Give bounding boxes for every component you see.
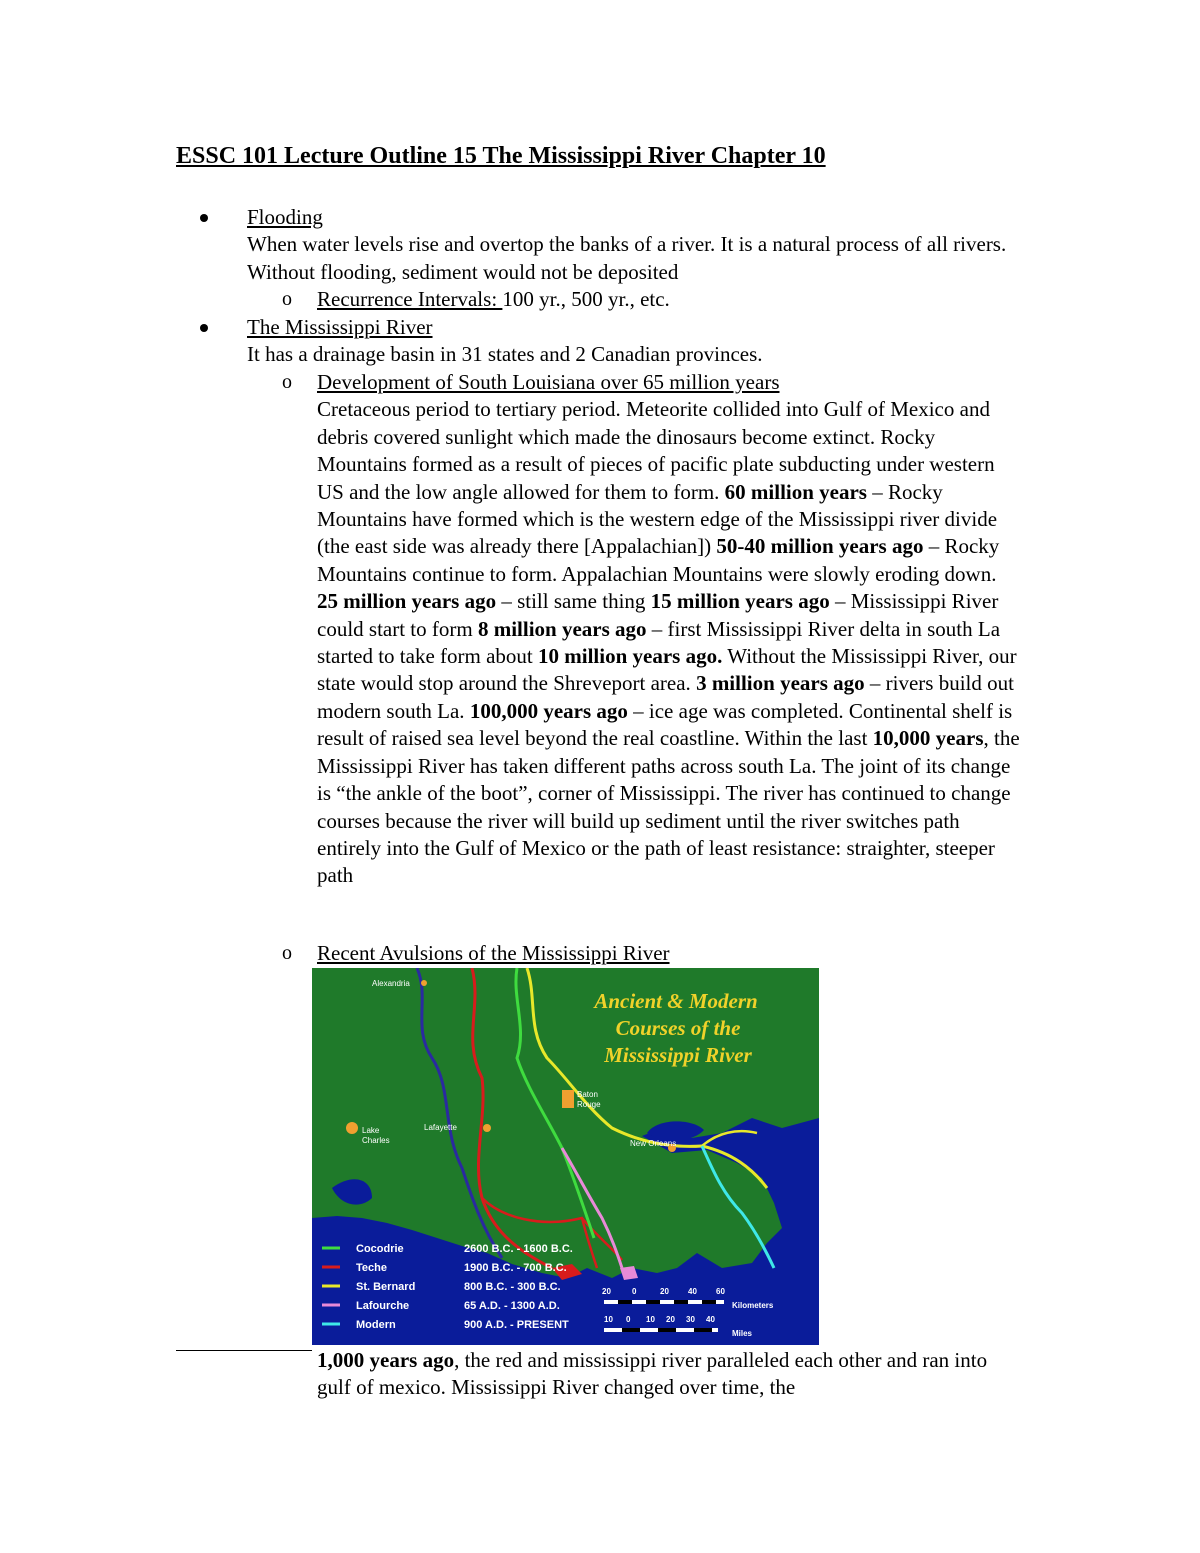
text-run: – Rocky Mountains have formed which is the western edge of the Mississippi river divide (the east side was already there [Appalachian]) xyxy=(317,479,998,559)
emphasis-run: 10 million years ago. xyxy=(538,644,723,669)
emphasis-run: 100,000 years ago xyxy=(469,698,628,723)
city-label-lake-charles: Lake xyxy=(362,1126,380,1135)
city-label-new-orleans: New Orleans xyxy=(630,1139,677,1148)
legend-name: Modern xyxy=(356,1319,396,1331)
baton-rouge-marker-icon xyxy=(562,1090,574,1108)
map-title-line: Ancient & Modern xyxy=(594,989,758,1013)
lafayette-marker-icon xyxy=(483,1124,491,1132)
legend-name: Cocodrie xyxy=(356,1243,404,1255)
emphasis-run: 3 million years ago xyxy=(696,671,865,696)
emphasis-run: 10,000 years xyxy=(872,726,984,751)
bullet-icon xyxy=(200,214,208,222)
emphasis-run: 50-40 million years ago xyxy=(716,534,924,559)
continuation-paragraph xyxy=(317,1347,1017,1402)
legend-dates: 65 A.D. - 1300 A.D. xyxy=(464,1300,560,1312)
text-run: Cretaceous period to tertiary period. Meteorite collided into Gulf of Mexico and debris covered sunlight which made the dinosaurs become extinct. Rocky Mountains formed as a result of pieces of pacific plate subducting under western US and the low angle allowed for them to form. xyxy=(317,397,995,504)
alexandria-marker-icon xyxy=(421,980,427,986)
city-label-alexandria: Alexandria xyxy=(372,979,410,988)
emphasis-run: 8 million years ago xyxy=(477,616,647,641)
map-title-line: Mississippi River xyxy=(604,1043,752,1067)
text-run: – Mississippi River could start to form xyxy=(317,589,999,641)
city-label-lake-charles: Charles xyxy=(362,1136,390,1145)
emphasis-run: 60 million years xyxy=(724,479,867,504)
outline-text: It has a drainage basin in 31 states and 2 Canadian provinces. xyxy=(247,342,763,367)
text-run: – first Mississippi River delta in south La started to take form about xyxy=(317,616,1001,669)
scale-tick: 10 xyxy=(604,1315,613,1324)
emphasis-run: 25 million years ago xyxy=(317,589,497,614)
legend-dates: 1900 B.C. - 700 B.C. xyxy=(464,1262,567,1274)
lake-charles-marker-icon xyxy=(346,1122,358,1134)
outline-subheading: Recent Avulsions of the Mississippi River xyxy=(317,941,670,965)
outline-subtext: 100 yr., 500 yr., etc. xyxy=(502,287,670,311)
circle-bullet-icon: o xyxy=(282,942,292,964)
emphasis-run: 15 million years ago xyxy=(650,589,830,614)
scale-label-mi: Miles xyxy=(732,1329,753,1338)
city-label-lafayette: Lafayette xyxy=(424,1123,457,1132)
outline-item-flooding xyxy=(247,204,1027,286)
scale-tick: 10 xyxy=(646,1315,655,1324)
legend-dates: 800 B.C. - 300 B.C. xyxy=(464,1281,561,1293)
outline-heading: The Mississippi River xyxy=(247,315,433,339)
text-run: – ice age was completed. Continental shelf is result of raised sea level beyond the real coastline. Within the last xyxy=(317,698,1013,751)
outline-subitem-recurrence xyxy=(317,286,1037,313)
mississippi-courses-map xyxy=(312,968,819,1345)
text-run: , the red and mississippi river paralleled each other and ran into gulf of mexico. Mississippi River changed over time, the xyxy=(317,1348,988,1400)
text-run: – still same thing xyxy=(496,589,651,614)
emphasis-run: 1,000 years ago xyxy=(317,1348,455,1372)
outline-subheading: Development of South Louisiana over 65 million years xyxy=(317,370,780,394)
scale-tick: 40 xyxy=(688,1287,697,1296)
map-title-line: Courses of the xyxy=(615,1016,741,1040)
city-label-baton-rouge: Rouge xyxy=(577,1100,601,1109)
legend-name: Lafourche xyxy=(356,1300,410,1312)
bullet-icon xyxy=(200,324,208,332)
page-title: ESSC 101 Lecture Outline 15 The Mississippi River Chapter 10 xyxy=(176,143,826,169)
outline-subitem-avulsions xyxy=(317,940,1037,967)
text-run: Without the Mississippi River, our state would stop around the Shreveport area. xyxy=(317,644,1017,696)
scale-tick: 30 xyxy=(686,1315,695,1324)
scale-label-km: Kilometers xyxy=(732,1301,774,1310)
scale-tick: 20 xyxy=(666,1315,675,1324)
outline-text: When water levels rise and overtop the banks of a river. It is a natural process of all rivers. Without flooding, sediment would not be deposited xyxy=(247,232,1007,284)
city-label-baton-rouge: Baton xyxy=(577,1090,598,1099)
scale-tick: 20 xyxy=(660,1287,669,1296)
outline-subheading: Recurrence Intervals: xyxy=(317,287,503,311)
scale-tick: 20 xyxy=(602,1287,611,1296)
legend-dates: 2600 B.C. - 1600 B.C. xyxy=(464,1243,573,1255)
outline-heading: Flooding xyxy=(247,205,323,229)
circle-bullet-icon: o xyxy=(282,288,292,310)
footnote-separator xyxy=(176,1350,312,1351)
legend-dates: 900 A.D. - PRESENT xyxy=(464,1319,569,1331)
scale-tick: 60 xyxy=(716,1287,725,1296)
legend-name: St. Bernard xyxy=(356,1281,416,1293)
outline-subitem-development xyxy=(317,369,1022,890)
scale-tick: 40 xyxy=(706,1315,715,1324)
scale-tick: 0 xyxy=(626,1315,631,1324)
legend-name: Teche xyxy=(356,1262,387,1274)
scale-tick: 0 xyxy=(632,1287,637,1296)
text-run: , the Mississippi River has taken different paths across south La. The joint of its change is “the ankle of the boot”, corner of Mississippi. The river has continued to change courses because the river will build up sediment until the river switches path entirely into the Gulf of Mexico or the path of least resistance: straighter, steeper path xyxy=(317,726,1020,888)
text-run: – rivers build out modern south La. xyxy=(317,671,1014,723)
outline-item-mississippi xyxy=(247,314,1027,369)
text-run: – Rocky Mountains continue to form. Appalachian Mountains were slowly eroding down. xyxy=(317,534,1000,586)
development-paragraph xyxy=(317,396,1022,889)
circle-bullet-icon: o xyxy=(282,371,292,393)
